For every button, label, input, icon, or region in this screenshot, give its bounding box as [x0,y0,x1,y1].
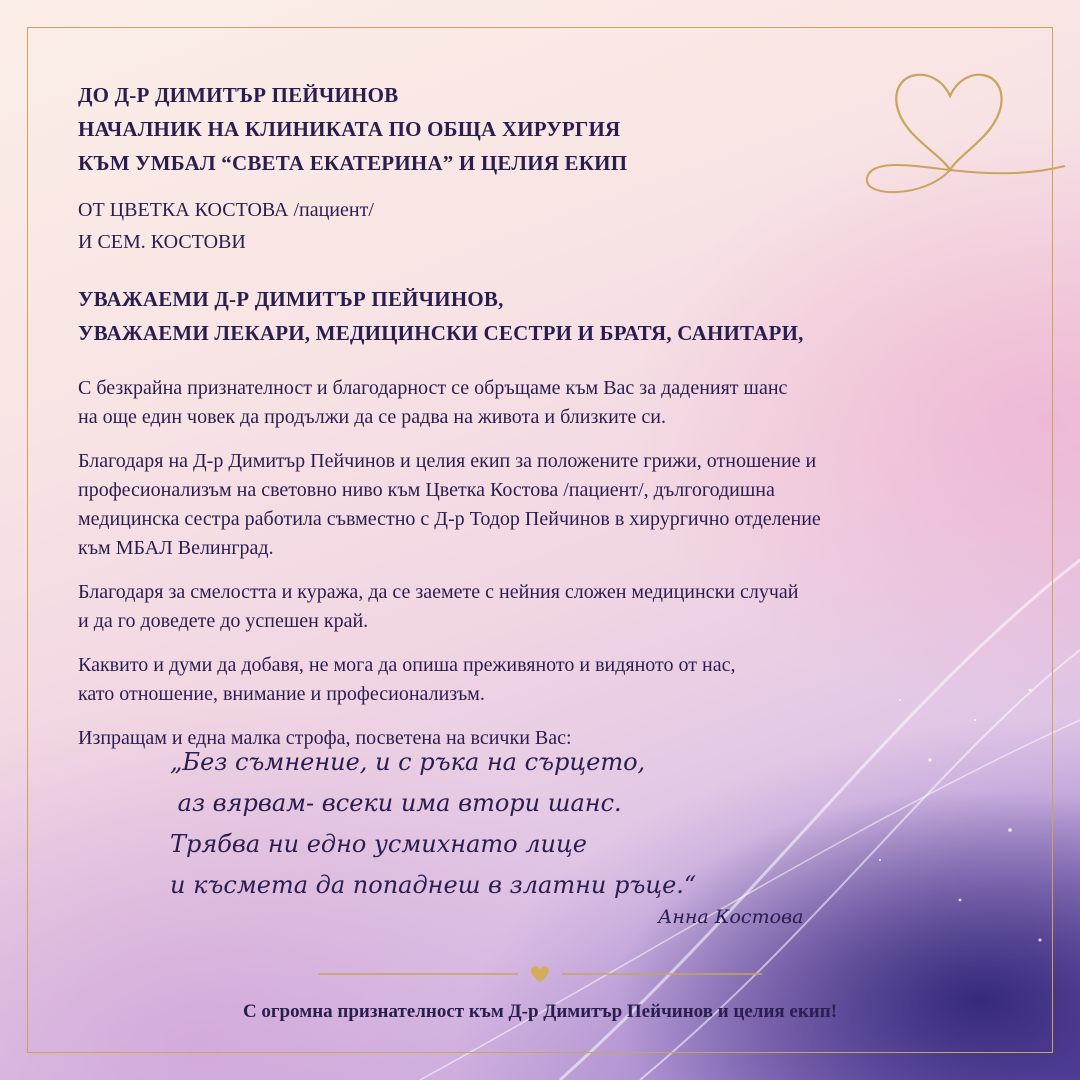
poem-author: Анна Костова [658,906,804,928]
paragraph-line: Изпращам и една малка строфа, посветена на всички Вас: [78,727,572,749]
gold-divider [318,964,762,984]
paragraph [78,651,978,709]
paragraph-line: Благодаря за смелостта и куража, да се заемете с нейния сложен медицински случай [78,581,799,603]
small-heart-icon [531,966,549,982]
paragraph-line: на още един човек да продължи да се радва на живота и близките си. [78,406,666,428]
recipient-line: КЪМ УМБАЛ “СВЕТА ЕКАТЕРИНА” И ЦЕЛИЯ ЕКИП [78,151,628,175]
paragraph-line: и да го доведете до успешен край. [78,610,369,632]
paragraph-line: като отношение, внимание и професионализъм. [78,683,485,705]
sender-line: И СЕМ. КОСТОВИ [78,231,246,253]
poem-line: аз вярвам- всеки има втори шанс. [170,789,622,817]
recipient-line: ДО Д-Р ДИМИТЪР ПЕЙЧИНОВ [78,83,399,107]
letter-body [78,78,978,753]
sender-block [78,194,978,258]
poem-line: Трябва ни едно усмихнато лице [170,830,587,858]
paragraph-line: Благодаря на Д-р Димитър Пейчинов и целия екип за положените грижи, отношение и [78,450,817,472]
paragraph-line: Каквито и думи да добавя, не мога да опиша преживяното и видяното от нас, [78,654,736,676]
paragraph-line: С безкрайна признателност и благодарност се обръщаме към Вас за даденият шанс [78,377,788,399]
sender-line: ОТ ЦВЕТКА КОСТОВА /пациент/ [78,199,374,221]
paragraph-line: медицинска сестра работила съвместно с Д-р Тодор Пейчинов в хирургично отделение [78,508,821,530]
paragraph-line: професионализъм на световно ниво към Цветка Костова /пациент/, дългогодишна [78,479,775,501]
poem-line: „Без съмнение, и с ръка на сърцето, [170,748,646,776]
paragraph [78,374,978,432]
recipient-block [78,78,978,180]
poem-stanza [170,742,870,906]
salutation-line: УВАЖАЕМИ ЛЕКАРИ, МЕДИЦИНСКИ СЕСТРИ И БРАТЯ, САНИТАРИ, [78,321,804,345]
paragraph-line: към МБАЛ Велинград. [78,537,274,559]
salutation-line: УВАЖАЕМИ Д-Р ДИМИТЪР ПЕЙЧИНОВ, [78,287,504,311]
closing-line: С огромна признателност към Д-р Димитър Пейчинов и целия екип! [242,1001,838,1022]
paragraph [78,447,978,563]
poem-line: и късмета да попаднеш в златни ръце.“ [170,871,697,899]
salutation-block [78,282,978,350]
recipient-line: НАЧАЛНИК НА КЛИНИКАТА ПО ОБЩА ХИРУРГИЯ [78,117,621,141]
paragraph [78,578,978,636]
